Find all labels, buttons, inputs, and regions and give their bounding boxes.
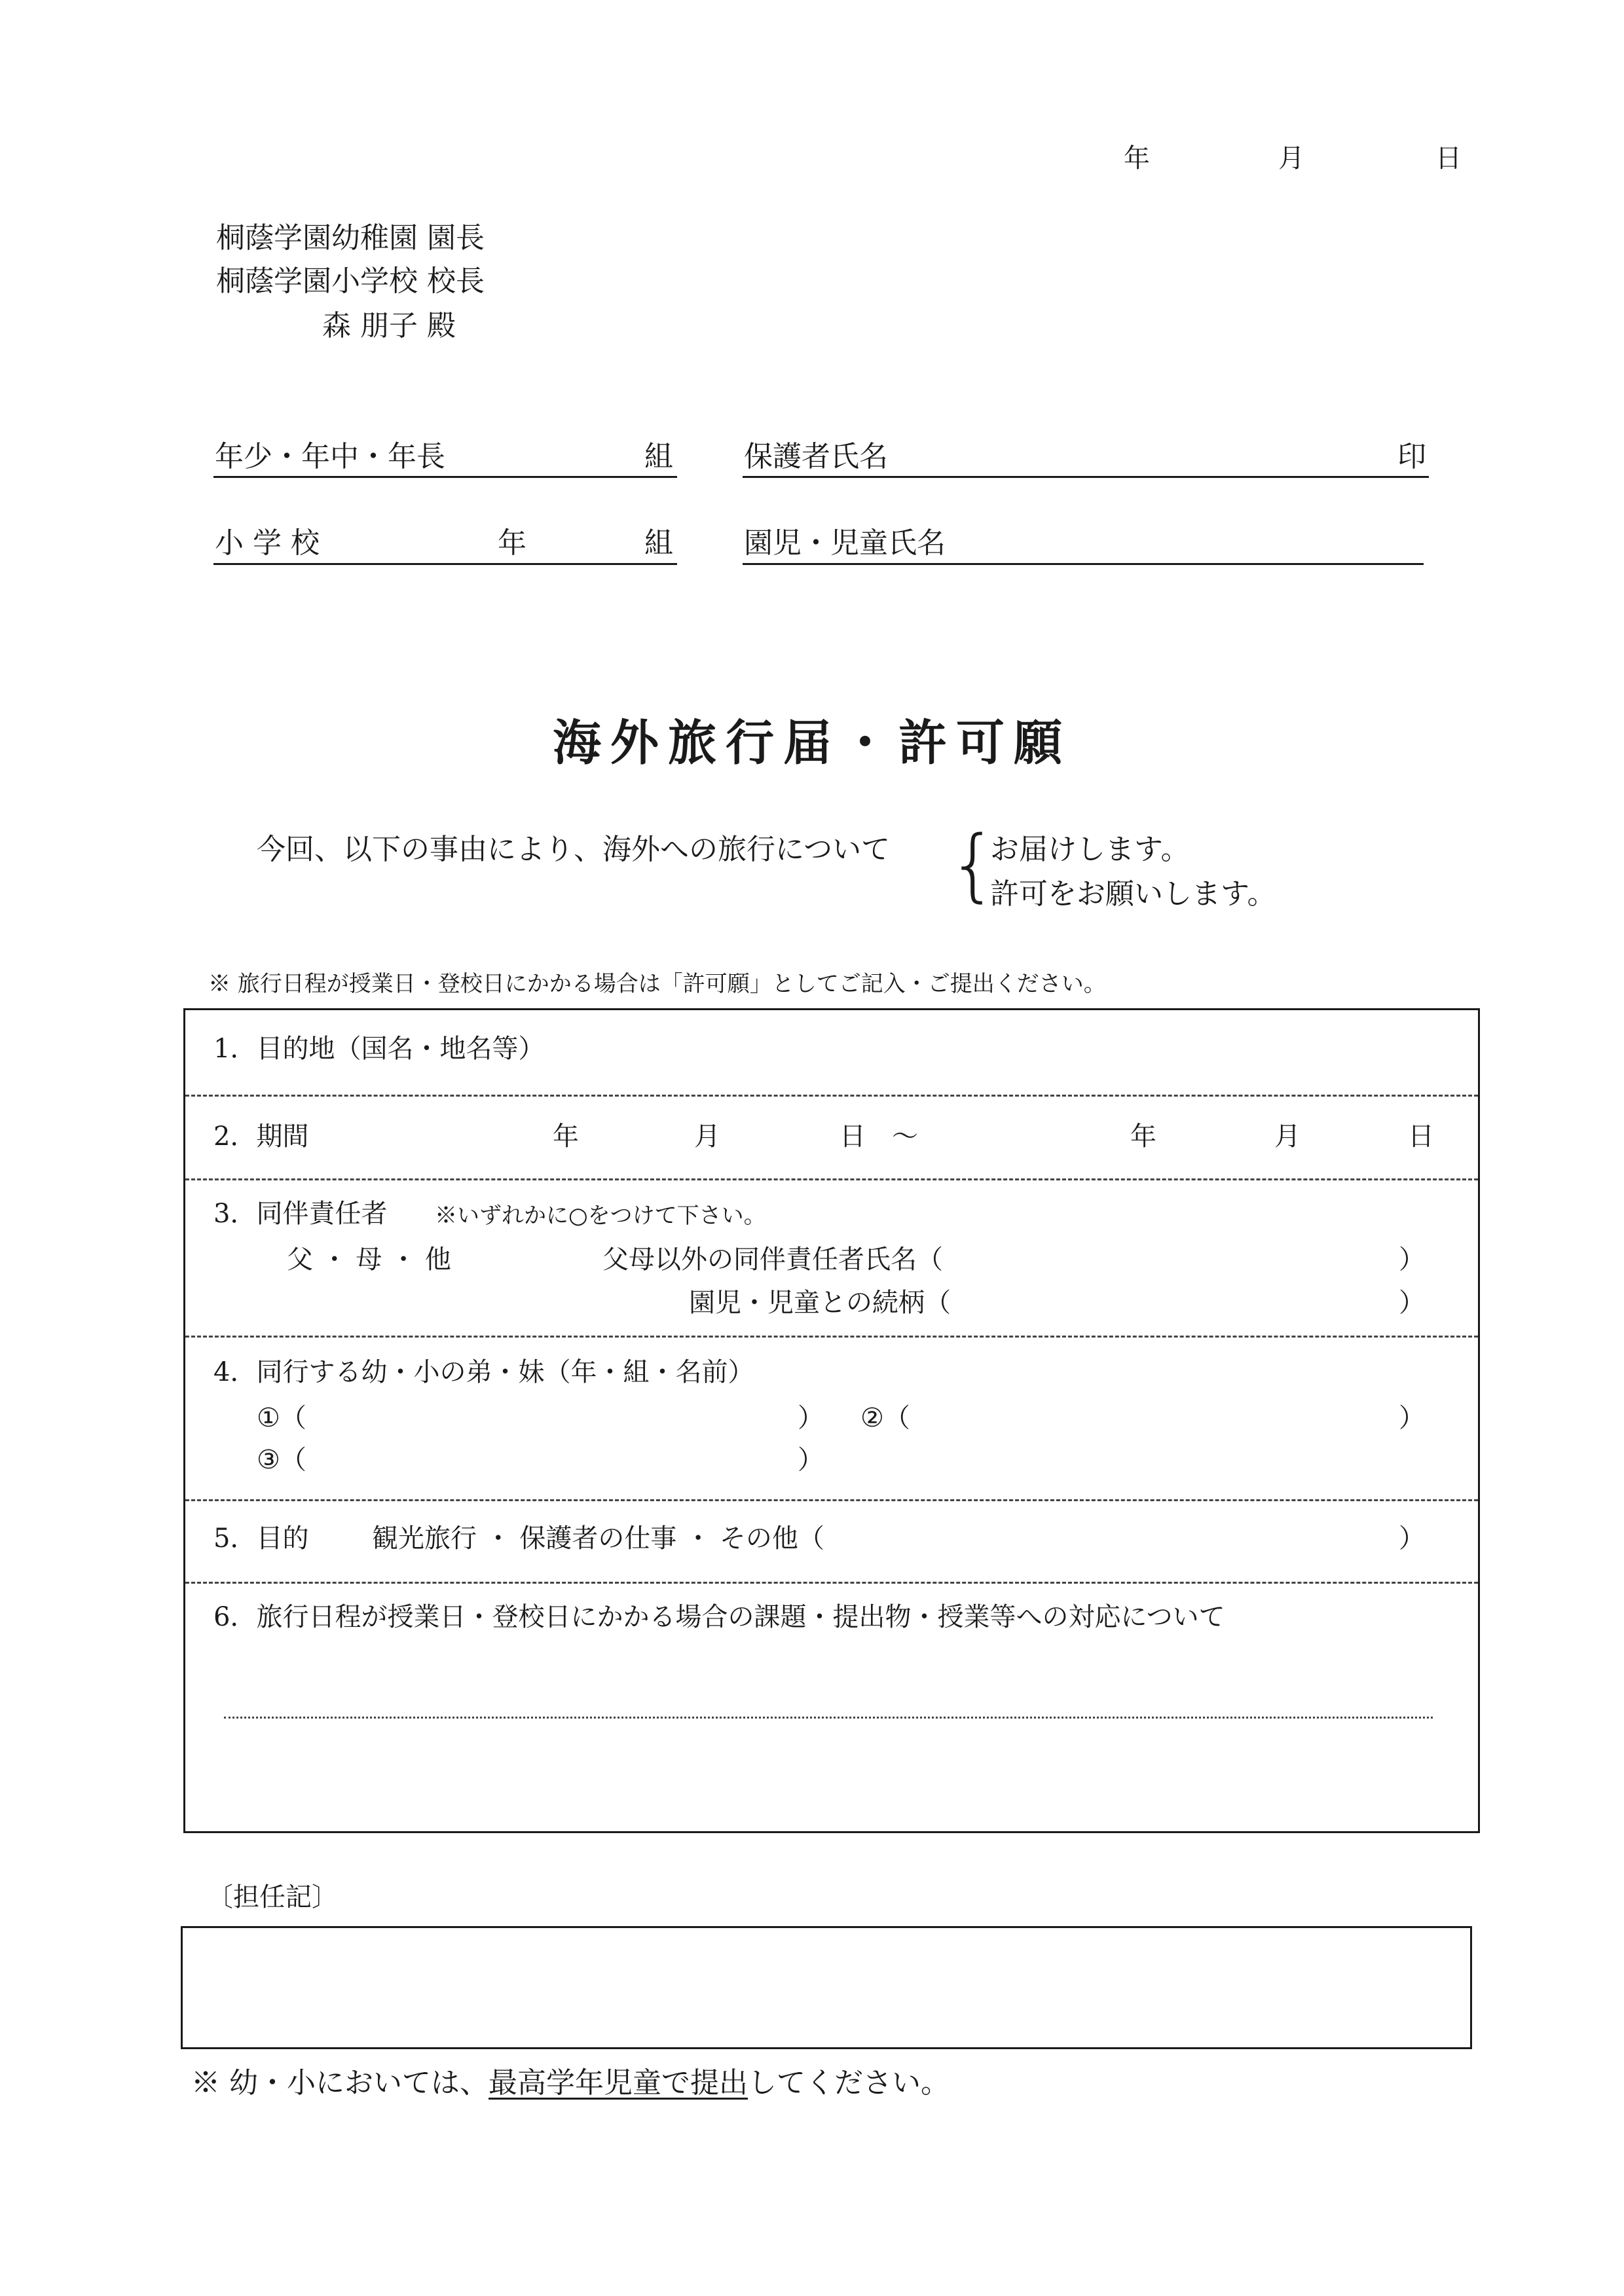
- section-siblings-label: 4．同行する幼・小の弟・妹（年・組・名前）: [213, 1357, 754, 1387]
- section-divider-1: [185, 1095, 1478, 1097]
- section-period-label: 2．期間: [213, 1121, 309, 1152]
- sibling-1-open: ①（: [257, 1403, 306, 1433]
- purpose-options: 観光旅行 ・ 保護者の仕事 ・ その他（: [372, 1523, 824, 1554]
- other-guardian-close: ）: [1399, 1245, 1425, 1275]
- sibling-2-close: ）: [1399, 1403, 1425, 1433]
- footer-emphasis: 最高学年児童で提出: [489, 2066, 748, 2100]
- response-writing-line: [224, 1717, 1433, 1719]
- addressee-name: 森 朋子 殿: [322, 309, 456, 342]
- guardian-circle-note: ※いずれかに○をつけて下さい。: [435, 1203, 766, 1229]
- teacher-notes-label: 〔担任記〕: [207, 1882, 338, 1912]
- footer-note: [191, 2066, 950, 2100]
- section-guardian-label: 3．同伴責任者: [213, 1199, 388, 1229]
- section-class-response-label: 6．旅行日程が授業日・登校日にかかる場合の課題・提出物・授業等への対応について: [213, 1602, 1225, 1632]
- intro-option-permission: 許可をお願いします。: [990, 877, 1276, 911]
- footer-prefix: ※ 幼・小においては、: [191, 2066, 489, 2100]
- period-end-day: 日: [1408, 1121, 1434, 1152]
- period-end-month: 月: [1274, 1121, 1301, 1152]
- relation-close: ）: [1399, 1288, 1425, 1318]
- school-label: 小 学 校: [215, 526, 320, 560]
- section-divider-5: [185, 1582, 1478, 1584]
- section-divider-3: [185, 1336, 1478, 1338]
- sibling-3-open: ③（: [257, 1445, 306, 1475]
- date-month-label: 月: [1278, 143, 1304, 173]
- sibling-1-close: ）: [798, 1403, 824, 1433]
- kinder-class-underline: [213, 476, 677, 478]
- intro-option-notify: お届けします。: [990, 833, 1190, 866]
- sibling-2-open: ②（: [860, 1403, 910, 1433]
- guardian-name-label: 保護者氏名: [744, 440, 888, 473]
- footer-suffix: してください。: [748, 2066, 950, 2100]
- section-destination-label: 1．目的地（国名・地名等）: [213, 1034, 545, 1064]
- submission-note: ※ 旅行日程が授業日・登校日にかかる場合は「許可願」としてご記入・ご提出ください。: [208, 971, 1106, 997]
- seal-label: 印: [1397, 440, 1426, 473]
- section-divider-2: [185, 1178, 1478, 1180]
- other-guardian-name-label: 父母以外の同伴責任者氏名（: [602, 1245, 943, 1275]
- kinder-kumi-label: 組: [644, 440, 673, 473]
- section-divider-4: [185, 1499, 1478, 1501]
- intro-text: 今回、以下の事由により、海外への旅行について: [257, 833, 891, 866]
- page-title: 海外旅行届・許可願: [553, 715, 1071, 771]
- period-tilde: 〜: [892, 1121, 918, 1152]
- child-name-underline: [743, 563, 1424, 565]
- school-nen-label: 年: [498, 526, 526, 560]
- period-start-month: 月: [694, 1121, 720, 1152]
- relation-label: 園児・児童との続柄（: [689, 1288, 951, 1318]
- teacher-notes-box: [181, 1926, 1472, 2049]
- guardian-choices: 父 ・ 母 ・ 他: [287, 1245, 451, 1275]
- period-end-year: 年: [1130, 1121, 1156, 1152]
- school-kumi-label: 組: [644, 526, 673, 560]
- period-start-day: 日: [840, 1121, 866, 1152]
- sibling-3-close: ）: [798, 1445, 824, 1475]
- date-year-label: 年: [1124, 143, 1150, 173]
- child-name-label: 園児・児童氏名: [744, 526, 946, 560]
- brace-icon: {: [948, 820, 999, 911]
- period-start-year: 年: [553, 1121, 579, 1152]
- addressee-kindergarten: 桐蔭学園幼稚園 園長: [216, 221, 485, 255]
- school-class-underline: [213, 563, 677, 565]
- addressee-elementary: 桐蔭学園小学校 校長: [216, 264, 485, 298]
- purpose-close: ）: [1399, 1523, 1425, 1554]
- kinder-grade-options: 年少・年中・年長: [215, 440, 445, 473]
- section-purpose-label: 5．目的: [213, 1523, 309, 1554]
- guardian-name-underline: [743, 476, 1429, 478]
- date-day-label: 日: [1435, 143, 1462, 173]
